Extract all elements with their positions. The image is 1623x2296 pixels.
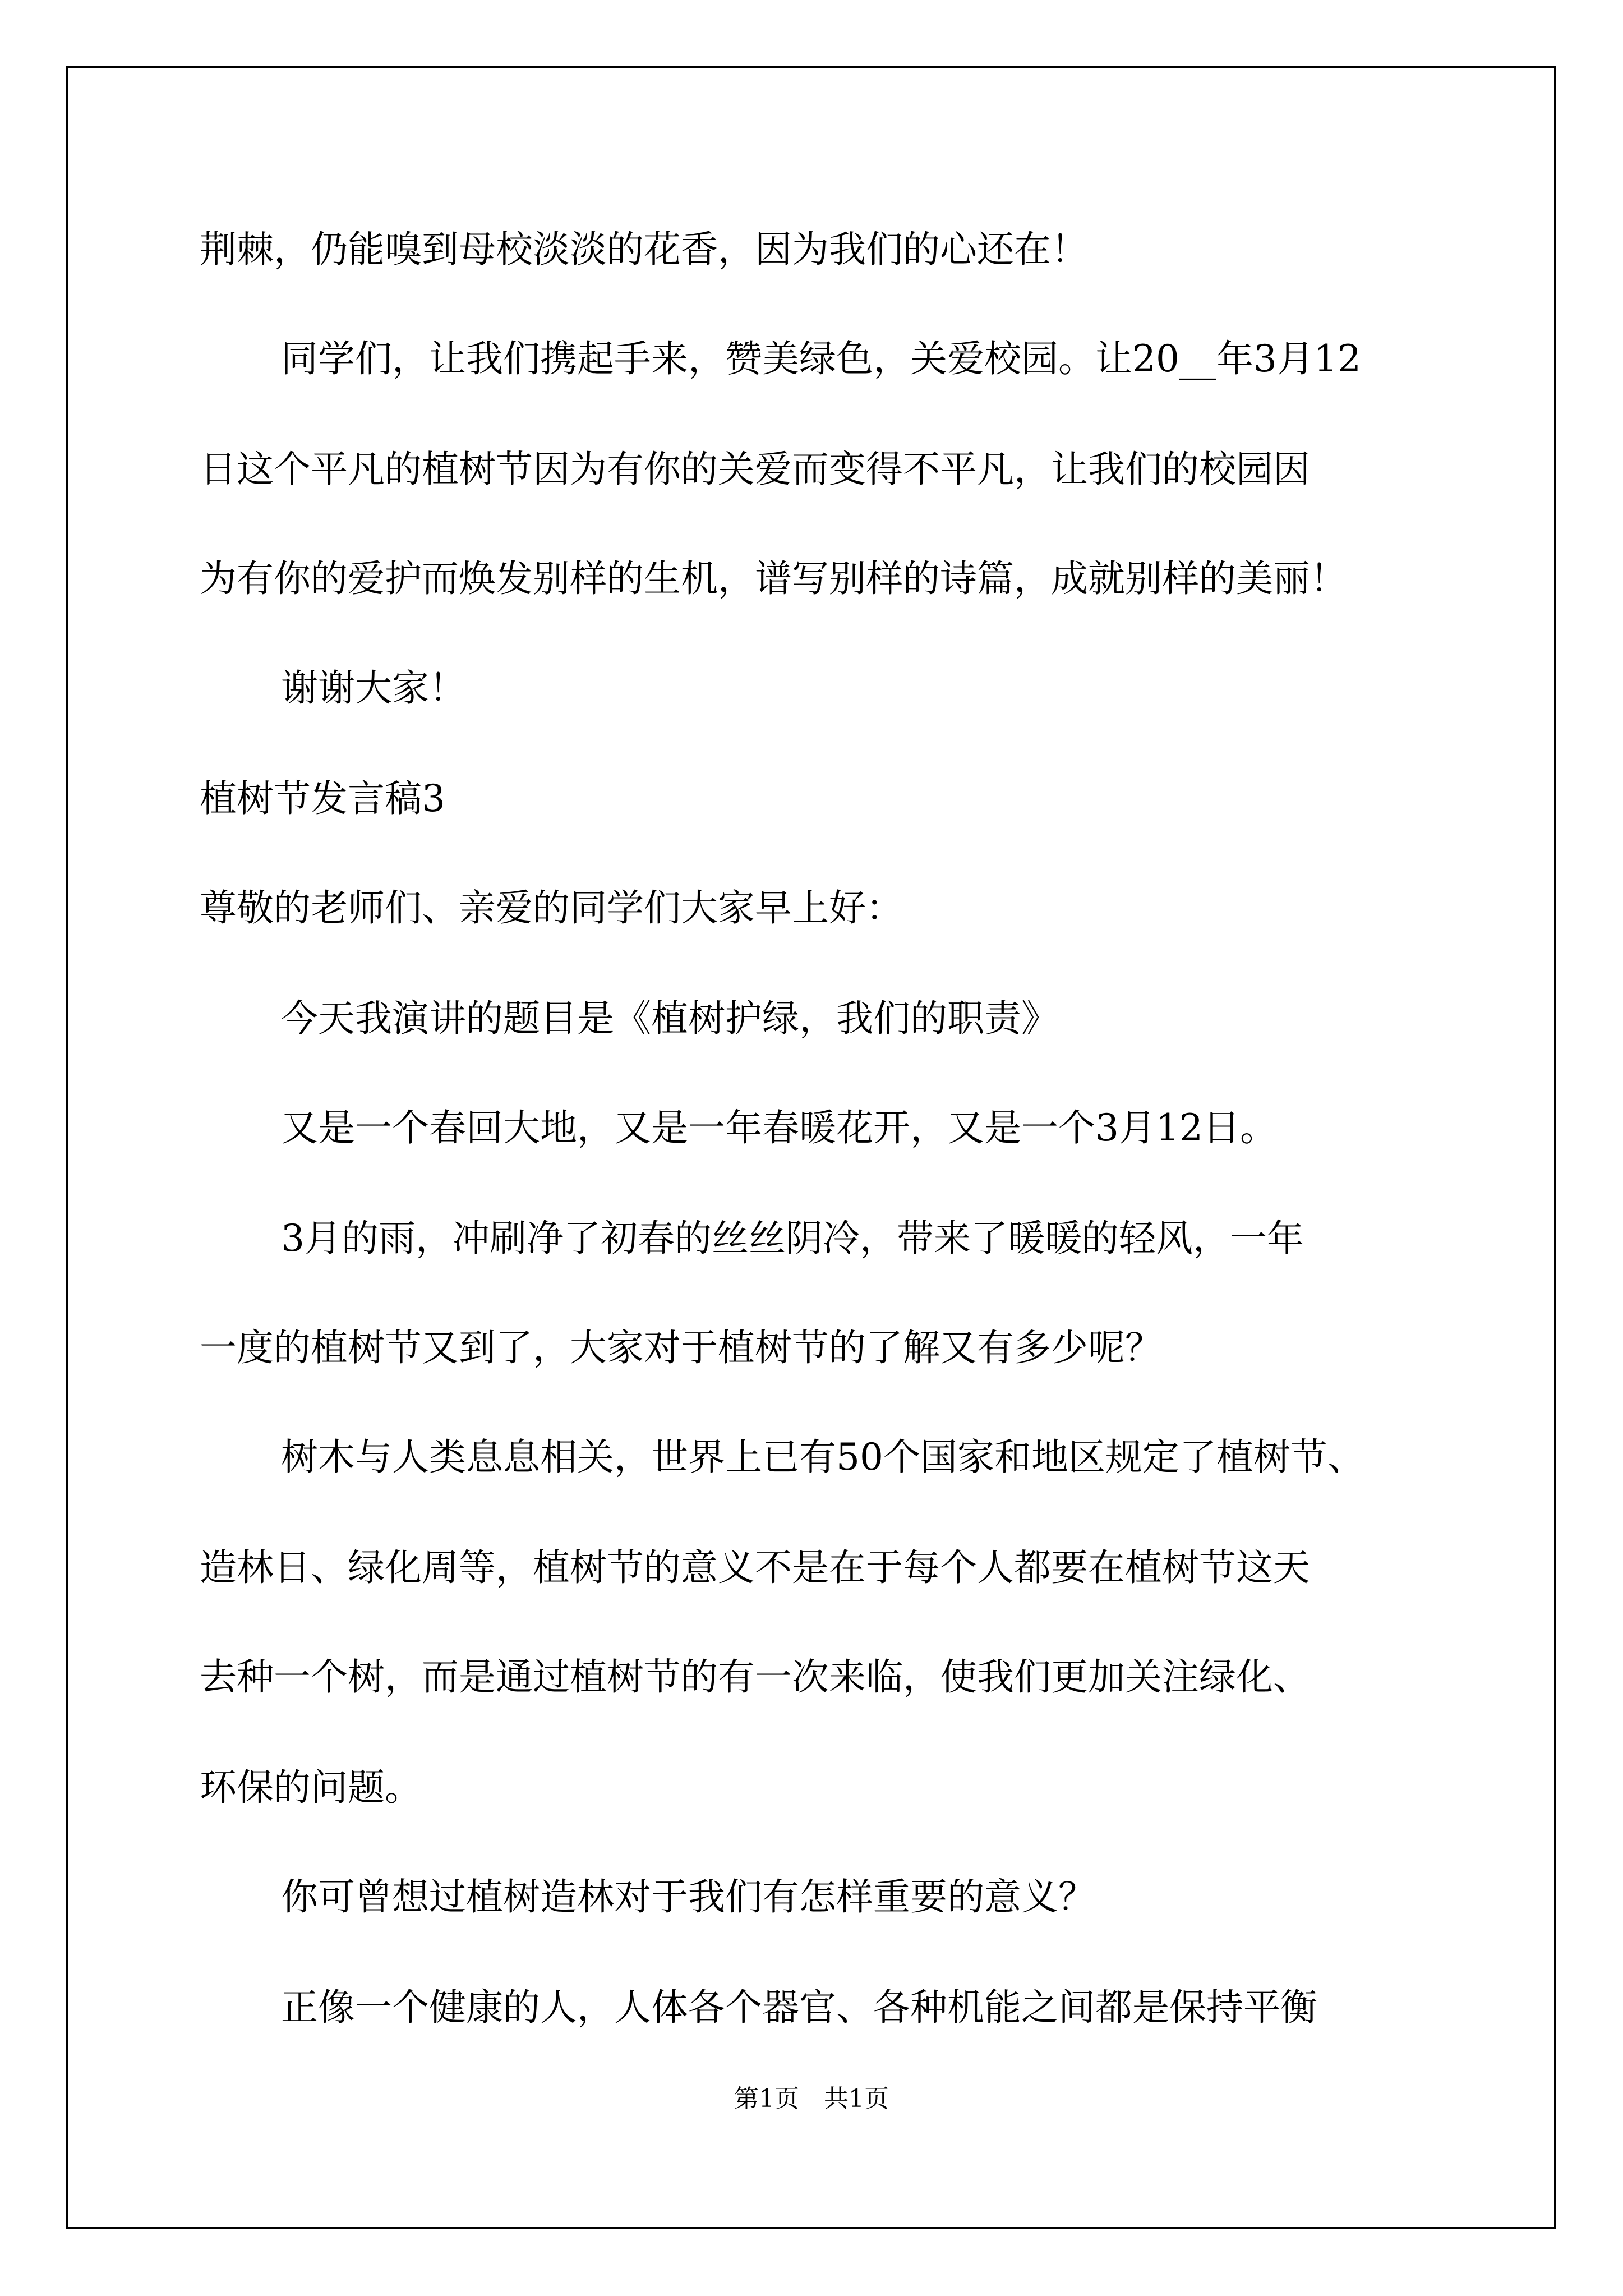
body-line-16: 你可曾想过植树造林对于我们有怎样重要的意义？: [281, 1875, 1095, 1918]
body-line-13: 造林日、绿化周等，植树节的意义不是在于每个人都要在植树节这天: [200, 1546, 1310, 1589]
body-line-9: 又是一个春回大地，又是一年春暖花开，又是一个3月12日。: [281, 1106, 1277, 1149]
body-line-14: 去种一个树，而是通过植树节的有一次来临，使我们更加关注绿化、: [200, 1655, 1310, 1699]
body-line-10: 3月的雨，冲刷净了初春的丝丝阴冷，带来了暖暖的轻风，一年: [281, 1217, 1304, 1260]
body-line-4: 为有你的爱护而焕发别样的生机，谱写别样的诗篇，成就别样的美丽！: [200, 557, 1347, 600]
section-heading: 植树节发言稿3: [200, 777, 445, 820]
body-line-8: 今天我演讲的题目是《植树护绿，我们的职责》: [281, 997, 1058, 1040]
body-line-2: 同学们，让我们携起手来，赞美绿色，关爱校园。让20__年3月12: [281, 337, 1361, 380]
page-footer: 第1页 共1页: [734, 2085, 889, 2113]
body-line-3: 日这个平凡的植树节因为有你的关爱而变得不平凡，让我们的校园因: [200, 448, 1310, 491]
body-line-1: 荆棘，仍能嗅到母校淡淡的花香，因为我们的心还在！: [200, 228, 1088, 271]
body-line-5: 谢谢大家！: [281, 666, 466, 710]
body-line-11: 一度的植树节又到了，大家对于植树节的了解又有多少呢？: [200, 1326, 1162, 1369]
salutation-line: 尊敬的老师们、亲爱的同学们大家早上好：: [200, 886, 903, 930]
body-line-12: 树木与人类息息相关，世界上已有50个国家和地区规定了植树节、: [281, 1435, 1364, 1479]
body-line-17: 正像一个健康的人，人体各个器官、各种机能之间都是保持平衡: [281, 1986, 1317, 2029]
body-line-15: 环保的问题。: [200, 1766, 422, 1809]
